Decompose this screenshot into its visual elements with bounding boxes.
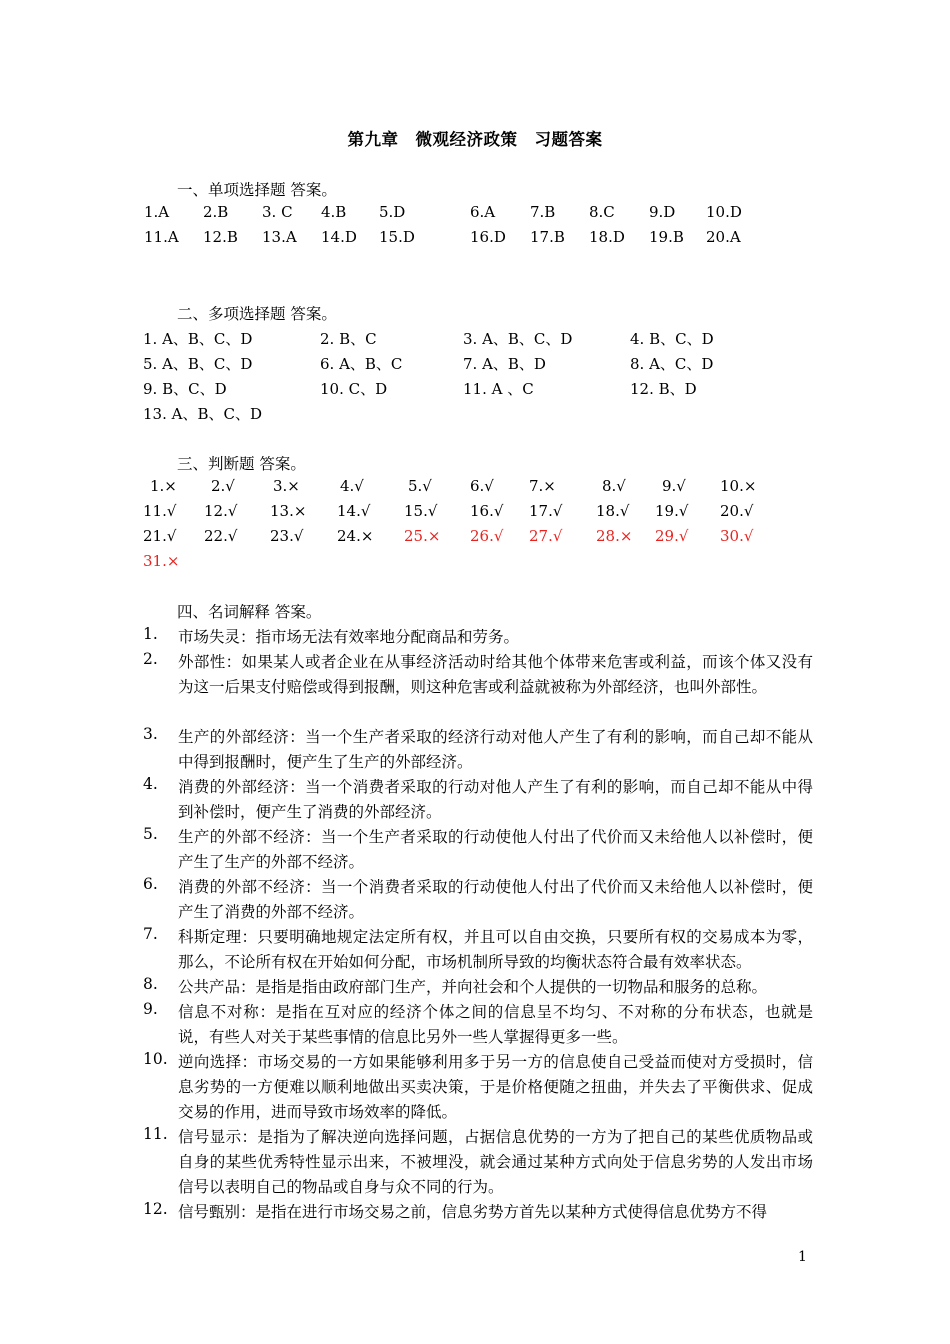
answer-item: 14.√ (337, 502, 371, 520)
answer-item: 7.B (530, 203, 556, 221)
answer-item: 2.B (203, 203, 229, 221)
term-number: 9. (143, 1000, 158, 1018)
answer-item: 31.× (143, 552, 180, 570)
terms-heading: 四、名词解释 答案。 (177, 603, 322, 621)
term-text: 逆向选择：市场交易的一方如果能够利用多于另一方的信息使自己受益而使对方受损时，信息劣势的一方便难以顺利地做出买卖决策，于是价格便随之扭曲，并失去了平衡供求、促成交易的作用，进而导致市场效率的降低。 (178, 1053, 813, 1121)
answer-item: 26.√ (470, 527, 504, 545)
term-number: 2. (143, 650, 158, 668)
answer-item: 19.√ (655, 502, 689, 520)
answer-item: 7.× (529, 477, 556, 495)
answer-item: 19.B (649, 228, 684, 246)
term-number: 7. (143, 925, 158, 943)
answer-item: 20.√ (720, 502, 754, 520)
term-text: 信号显示：是指为了解决逆向选择问题，占据信息优势的一方为了把自己的某些优质物品或自身的某些优秀特性显示出来，不被埋没，就会通过某种方式向处于信息劣势的人发出市场信号以表明自己的物品或自身与众不同的行为。 (178, 1128, 813, 1196)
answer-item: 8. A、C、D (630, 355, 714, 373)
answer-item: 1.× (150, 477, 177, 495)
answer-item: 25.× (404, 527, 441, 545)
answer-item: 15.√ (404, 502, 438, 520)
answer-item: 3.× (273, 477, 300, 495)
term-number: 10. (143, 1050, 168, 1068)
answer-item: 6.A (470, 203, 496, 221)
answer-item: 24.× (337, 527, 374, 545)
answer-item: 10.D (706, 203, 742, 221)
answer-item: 3. A、B、C、D (463, 330, 573, 348)
answer-item: 1.A (144, 203, 170, 221)
term-number: 3. (143, 725, 158, 743)
term-number: 12. (143, 1200, 168, 1218)
answer-item: 11. A 、C (463, 380, 534, 398)
term-text: 生产的外部经济：当一个生产者采取的经济行动对他人产生了有利的影响，而自己却不能从中得到报酬时，便产生了生产的外部经济。 (178, 728, 813, 771)
answer-item: 12.√ (204, 502, 238, 520)
answer-item: 13.× (270, 502, 307, 520)
answer-item: 18.D (589, 228, 625, 246)
answer-item: 22.√ (204, 527, 238, 545)
answer-item: 5. A、B、C、D (143, 355, 253, 373)
term-text: 科斯定理：只要明确地规定法定所有权，并且可以自由交换，只要所有权的交易成本为零，那么，不论所有权在开始如何分配，市场机制所导致的均衡状态符合最有效率状态。 (178, 928, 813, 971)
answer-item: 13. A、B、C、D (143, 405, 262, 423)
answer-item: 23.√ (270, 527, 304, 545)
answer-item: 5.D (379, 203, 406, 221)
answer-item: 9.D (649, 203, 676, 221)
answer-item: 9.√ (662, 477, 686, 495)
term-text: 消费的外部经济：当一个消费者采取的行动对他人产生了有利的影响，而自己却不能从中得到补偿时，便产生了消费的外部经济。 (178, 778, 813, 821)
answer-item: 13.A (262, 228, 297, 246)
answer-item: 20.A (706, 228, 741, 246)
term-number: 5. (143, 825, 158, 843)
answer-item: 11.A (144, 228, 179, 246)
answer-item: 9. B、C、D (143, 380, 227, 398)
answer-item: 18.√ (596, 502, 630, 520)
answer-item: 29.√ (655, 527, 689, 545)
term-number: 8. (143, 975, 158, 993)
term-text: 公共产品：是指是指由政府部门生产，并向社会和个人提供的一切物品和服务的总称。 (178, 978, 768, 996)
answer-item: 21.√ (143, 527, 177, 545)
answer-item: 27.√ (529, 527, 563, 545)
page-number: 1 (798, 1249, 807, 1265)
answer-item: 28.× (596, 527, 633, 545)
term-text: 消费的外部不经济：当一个消费者采取的行动使他人付出了代价而又未给他人以补偿时，便产生了消费的外部不经济。 (178, 878, 813, 921)
term-text: 信号甄别：是指在进行市场交易之前，信息劣势方首先以某种方式使得信息优势方不得 (178, 1203, 768, 1221)
term-text: 信息不对称：是指在互对应的经济个体之间的信息呈不均匀、不对称的分布状态，也就是说，有些人对关于某些事情的信息比另外一些人掌握得更多一些。 (178, 1003, 813, 1046)
term-number: 6. (143, 875, 158, 893)
answer-item: 14.D (321, 228, 357, 246)
judgement-heading: 三、判断题 答案。 (177, 455, 306, 473)
answer-item: 1. A、B、C、D (143, 330, 253, 348)
answer-item: 4. B、C、D (630, 330, 714, 348)
answer-item: 16.√ (470, 502, 504, 520)
term-number: 11. (143, 1125, 168, 1143)
answer-item: 3. C (262, 203, 293, 221)
term-text: 市场失灵：指市场无法有效率地分配商品和劳务。 (178, 628, 520, 646)
term-number: 4. (143, 775, 158, 793)
answer-item: 12.B (203, 228, 238, 246)
term-number: 1. (143, 625, 158, 643)
multi-choice-heading: 二、多项选择题 答案。 (177, 305, 337, 323)
answer-item: 8.C (589, 203, 615, 221)
answer-item: 2.√ (211, 477, 235, 495)
term-text: 外部性：如果某人或者企业在从事经济活动时给其他个体带来危害或利益，而该个体又没有为这一后果支付赔偿或得到报酬，则这种危害或利益就被称为外部经济，也叫外部性。 (178, 653, 813, 696)
answer-item: 5.√ (408, 477, 432, 495)
answer-item: 10. C、D (320, 380, 388, 398)
answer-item: 6. A、B、C (320, 355, 403, 373)
answer-item: 2. B、C (320, 330, 377, 348)
answer-item: 10.× (720, 477, 757, 495)
term-text: 生产的外部不经济：当一个生产者采取的行动使他人付出了代价而又未给他人以补偿时，便产生了生产的外部不经济。 (178, 828, 813, 871)
answer-item: 15.D (379, 228, 415, 246)
single-choice-heading: 一、单项选择题 答案。 (177, 181, 337, 199)
answer-item: 11.√ (143, 502, 177, 520)
answer-item: 17.√ (529, 502, 563, 520)
answer-item: 8.√ (602, 477, 626, 495)
answer-item: 7. A、B、D (463, 355, 546, 373)
answer-item: 4.√ (340, 477, 364, 495)
answer-item: 6.√ (470, 477, 494, 495)
answer-item: 4.B (321, 203, 347, 221)
answer-item: 17.B (530, 228, 565, 246)
page-title: 第九章 微观经济政策 习题答案 (347, 130, 603, 149)
answer-item: 12. B、D (630, 380, 697, 398)
answer-item: 30.√ (720, 527, 754, 545)
answer-item: 16.D (470, 228, 506, 246)
